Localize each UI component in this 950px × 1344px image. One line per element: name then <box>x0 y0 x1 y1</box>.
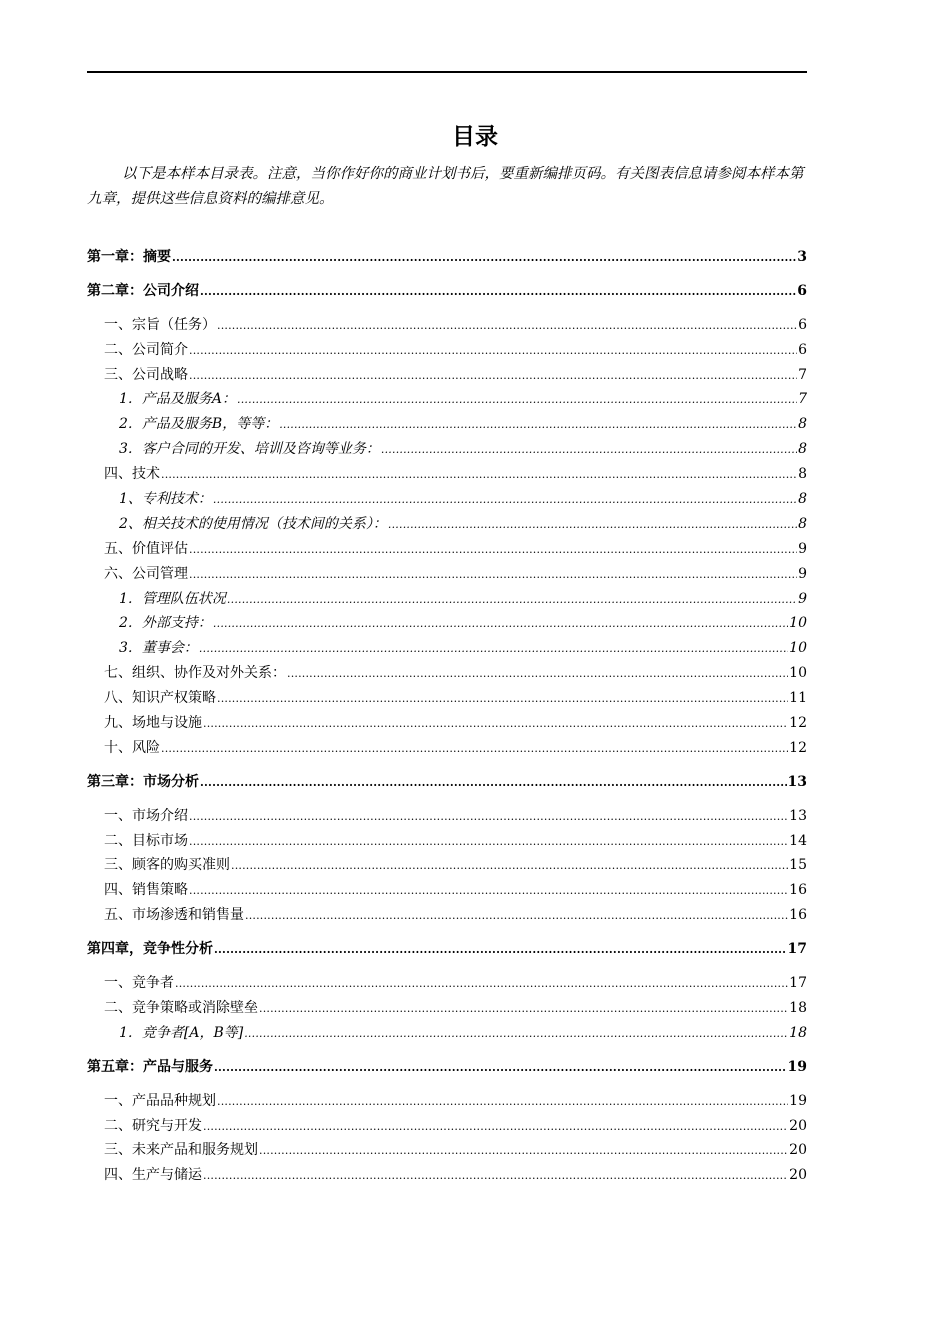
toc-page-number: 3 <box>797 249 807 265</box>
toc-entry-label: 四、技术 <box>104 466 160 483</box>
toc-dot-leader <box>388 513 797 538</box>
toc-entry-label: 一、产品品种规划 <box>104 1092 216 1109</box>
toc-entry-label: 3．董事会： <box>119 640 198 657</box>
header-rule <box>87 71 807 73</box>
toc-page-number: 7 <box>798 391 807 408</box>
toc-entry[interactable] <box>87 1089 807 1114</box>
toc-entry-label: 2．产品及服务B，等等： <box>119 416 279 433</box>
toc-page-number: 14 <box>789 832 807 849</box>
toc-entry-label: 三、顾客的购买准则 <box>104 857 230 874</box>
toc-page-number: 8 <box>798 416 807 433</box>
toc-dot-leader <box>217 314 797 339</box>
toc-entry-label: 第二章：公司介绍 <box>87 282 199 299</box>
toc-entry[interactable] <box>87 829 807 854</box>
toc-page-number: 6 <box>798 341 807 358</box>
toc-page-number: 20 <box>789 1142 807 1159</box>
toc-entry-label: 1．产品及服务A： <box>119 391 237 408</box>
toc-dot-leader <box>231 854 788 879</box>
toc-page-number: 12 <box>789 715 807 732</box>
toc-entry[interactable] <box>87 711 807 736</box>
toc-entry-label: 二、竞争策略或消除壁垒 <box>104 999 258 1016</box>
toc-entry-label: 2、相关技术的使用情况（技术间的关系）： <box>119 515 387 532</box>
toc-entry-label: 二、目标市场 <box>104 832 188 849</box>
toc-entry[interactable] <box>87 736 807 761</box>
toc-dot-leader <box>245 904 788 929</box>
toc-page-number: 6 <box>798 316 807 333</box>
toc-chapter-entry[interactable] <box>87 245 807 270</box>
toc-entry[interactable] <box>87 1138 807 1163</box>
toc-dot-leader <box>213 612 788 637</box>
toc-dot-leader <box>189 830 788 855</box>
toc-entry-label: 七、组织、协作及对外关系： <box>104 665 286 682</box>
toc-entry[interactable] <box>87 537 807 562</box>
toc-dot-leader <box>244 1022 788 1047</box>
toc-dot-leader <box>203 1164 788 1189</box>
toc-entry[interactable] <box>87 971 807 996</box>
toc-page-number: 9 <box>798 540 807 557</box>
toc-entry-label: 一、竞争者 <box>104 975 174 992</box>
toc-entry[interactable] <box>87 437 807 462</box>
toc-dot-leader <box>189 538 797 563</box>
toc-page-number: 10 <box>789 665 807 682</box>
toc-page-number: 6 <box>797 282 807 299</box>
toc-entry[interactable] <box>87 313 807 338</box>
toc-entry[interactable] <box>87 562 807 587</box>
toc-entry-label: 一、市场介绍 <box>104 807 188 824</box>
toc-dot-leader <box>227 588 797 613</box>
page-title: 目录 <box>452 124 498 150</box>
toc-entry[interactable] <box>87 387 807 412</box>
toc-chapter-entry[interactable] <box>87 279 807 304</box>
toc-dot-leader <box>259 1139 788 1164</box>
toc-page-number: 18 <box>789 1024 807 1041</box>
toc-entry-label: 一、宗旨（任务） <box>104 316 216 333</box>
toc-entry[interactable] <box>87 487 807 512</box>
toc-chapter-entry[interactable] <box>87 770 807 795</box>
toc-dot-leader <box>189 364 797 389</box>
toc-page-number: 8 <box>798 441 807 458</box>
toc-entry[interactable] <box>87 412 807 437</box>
toc-entry[interactable] <box>87 363 807 388</box>
toc-page-number: 12 <box>789 739 807 756</box>
toc-page-number: 17 <box>787 941 807 958</box>
toc-dot-leader <box>214 1056 787 1081</box>
toc-entry-label: 第五章：产品与服务 <box>87 1058 213 1075</box>
toc-page-number: 9 <box>798 590 807 607</box>
toc-dot-leader <box>200 771 787 796</box>
toc-dot-leader <box>189 805 788 830</box>
toc-page-number: 19 <box>787 1058 807 1075</box>
toc-entry-label: 3．客户合同的开发、培训及咨询等业务： <box>119 441 380 458</box>
toc-page-number: 19 <box>789 1092 807 1109</box>
toc-dot-leader <box>189 339 797 364</box>
toc-page-number: 11 <box>789 690 807 707</box>
toc-entry[interactable] <box>87 903 807 928</box>
toc-entry-label: 四、生产与储运 <box>104 1167 202 1184</box>
toc-dot-leader <box>189 879 788 904</box>
toc-page-number: 7 <box>798 366 807 383</box>
toc-entry-label: 五、市场渗透和销售量 <box>104 907 244 924</box>
toc-dot-leader <box>237 388 797 413</box>
toc-entry[interactable] <box>87 462 807 487</box>
toc-entry[interactable] <box>87 636 807 661</box>
toc-entry[interactable] <box>87 686 807 711</box>
toc-dot-leader <box>217 1090 788 1115</box>
toc-entry-label: 二、公司简介 <box>104 341 188 358</box>
toc-page-number: 10 <box>789 615 807 632</box>
toc-entry[interactable] <box>87 1021 807 1046</box>
toc-dot-leader <box>213 488 797 513</box>
toc-entry-label: 第三章：市场分析 <box>87 773 199 790</box>
toc-dot-leader <box>203 1115 788 1140</box>
toc-dot-leader <box>200 280 796 305</box>
toc-entry-label: 1．管理队伍状况 <box>119 590 226 607</box>
toc-entry[interactable] <box>87 804 807 829</box>
toc-dot-leader <box>172 246 796 271</box>
toc-page-number: 17 <box>789 975 807 992</box>
toc-entry-label: 三、未来产品和服务规划 <box>104 1142 258 1159</box>
toc-page-number: 18 <box>789 999 807 1016</box>
toc-dot-leader <box>279 413 797 438</box>
toc-dot-leader <box>217 687 788 712</box>
toc-entry-label: 第四章，竞争性分析 <box>87 941 213 958</box>
toc-page-number: 20 <box>789 1117 807 1134</box>
toc-dot-leader <box>203 712 788 737</box>
toc-chapter-entry[interactable] <box>87 1055 807 1080</box>
toc-entry[interactable] <box>87 587 807 612</box>
toc-entry-label: 五、价值评估 <box>104 540 188 557</box>
toc-dot-leader <box>287 662 788 687</box>
toc-page-number: 13 <box>787 773 807 790</box>
toc-entry-label: 八、知识产权策略 <box>104 690 216 707</box>
toc-entry-label: 十、风险 <box>104 739 160 756</box>
toc-entry[interactable] <box>87 338 807 363</box>
toc-page-number: 8 <box>798 491 807 508</box>
toc-entry-label: 三、公司战略 <box>104 366 188 383</box>
table-of-contents <box>87 245 807 1188</box>
toc-dot-leader <box>381 438 797 463</box>
toc-dot-leader <box>214 938 787 963</box>
toc-page-number: 16 <box>789 882 807 899</box>
toc-entry-label: 1．竞争者[A，B等] <box>119 1024 244 1041</box>
toc-dot-leader <box>259 997 788 1022</box>
toc-page-number: 20 <box>789 1167 807 1184</box>
toc-entry-label: 四、销售策略 <box>104 882 188 899</box>
toc-dot-leader <box>189 563 797 588</box>
toc-entry-label: 1、专利技术： <box>119 491 212 508</box>
toc-entry[interactable] <box>87 853 807 878</box>
toc-entry[interactable] <box>87 512 807 537</box>
toc-entry[interactable] <box>87 661 807 686</box>
toc-entry-label: 二、研究与开发 <box>104 1117 202 1134</box>
toc-dot-leader <box>175 972 788 997</box>
toc-entry-label: 2．外部支持： <box>119 615 212 632</box>
toc-entry[interactable] <box>87 996 807 1021</box>
toc-dot-leader <box>161 737 788 762</box>
toc-entry-label: 六、公司管理 <box>104 565 188 582</box>
toc-page-number: 8 <box>798 515 807 532</box>
toc-page-number: 8 <box>798 466 807 483</box>
toc-entry-label: 第一章：摘要 <box>87 249 171 265</box>
toc-entry[interactable] <box>87 1114 807 1139</box>
toc-dot-leader <box>199 637 788 662</box>
toc-page-number: 10 <box>789 640 807 657</box>
toc-entry[interactable] <box>87 1163 807 1188</box>
toc-page-number: 9 <box>798 565 807 582</box>
toc-entry-label: 九、场地与设施 <box>104 715 202 732</box>
toc-page-number: 15 <box>789 857 807 874</box>
toc-dot-leader <box>161 463 797 488</box>
toc-page-number: 16 <box>789 907 807 924</box>
toc-page-number: 13 <box>789 807 807 824</box>
intro-paragraph: 以下是本样本目录表。注意，当你作好你的商业计划书后，要重新编排页码。有关图表信息请参阅本样本第九章，提供这些信息资料的编排意见。 <box>87 166 804 207</box>
toc-chapter-entry[interactable] <box>87 937 807 962</box>
toc-entry[interactable] <box>87 878 807 903</box>
toc-entry[interactable] <box>87 611 807 636</box>
